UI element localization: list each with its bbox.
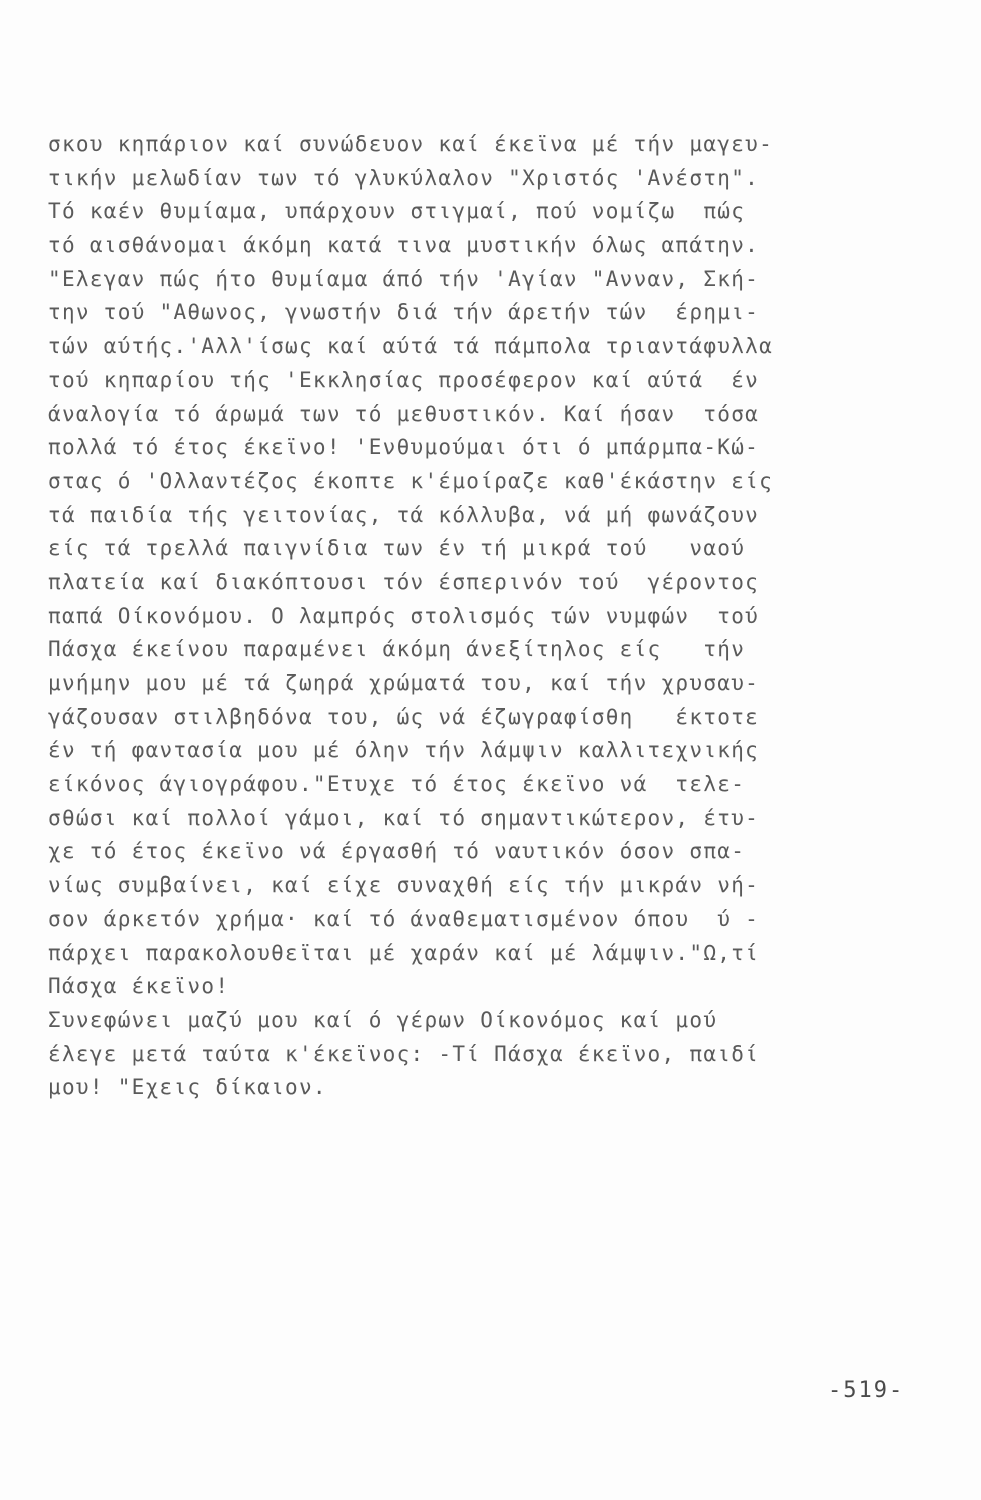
text-line: "Ελεγαν πώς ήτο θυμίαμα άπό τήν 'Αγίαν "Ανναν, Σκή- [48,266,760,291]
text-line: σθώσι καί πολλοί γάμοι, καί τό σημαντικώτερον, έτυ- [48,805,760,830]
text-line: έλεγε μετά ταύτα κ'έκεϊνος: -Τί Πάσχα έκεϊνο, παιδί [48,1041,760,1066]
text-line: σκου κηπάριον καί συνώδευον καί έκεϊνα μέ τήν μαγευ- [48,132,774,156]
text-line: πάρχει παρακολουθεϊται μέ χαράν καί μέ λάμψιν."Ω,τί [48,940,760,965]
text-line: τικήν μελωδίαν των τό γλυκύλαλον "Χριστός 'Ανέστη". [48,165,760,190]
body-text [48,128,928,1105]
text-line: στας ό 'Ολλαντέζος έκοπτε κ'έμοίραζε καθ'έκάστην είς [48,468,774,493]
text-line: μνήμην μου μέ τά ζωηρά χρώματά του, καί τήν χρυσαυ- [48,671,760,695]
text-line: έν τή φαντασία μου μέ όλην τήν λάμψιν καλλιτεχνικής [48,738,760,763]
text-line: τό αισθάνομαι άκόμη κατά τινα μυστικήν όλως απάτην. [48,233,760,258]
text-line: Συνεφώνει μαζύ μου καί ό γέρων Οίκονόμος καί μού [48,1007,718,1032]
text-line: την τού "Αθωνος, γνωστήν διά τήν άρετήν τών έρημι- [48,300,760,325]
text-line: πλατεία καί διακόπτουσι τόν έσπερινόν τού γέροντος [48,569,760,594]
text-line: Τό καέν θυμίαμα, υπάρχουν στιγμαί, πού νομίζω πώς [48,199,746,224]
text-line: τού κηπαρίου τής 'Εκκλησίας προσέφερον καί αύτά έν [48,367,760,392]
text-line: Πάσχα έκεϊνο! [48,974,230,999]
text-line: τών αύτής.'Αλλ'ίσως καί αύτά τά πάμπολα τριαντάφυλλα [48,334,774,359]
text-line: γάζουσαν στιλβηδόνα του, ώς νά έζωγραφίσθη έκτοτε [48,704,760,729]
text-line: χε τό έτος έκεϊνο νά έργασθή τό ναυτικόν όσον σπα- [48,839,746,864]
text-line: τά παιδία τής γειτονίας, τά κόλλυβα, νά μή φωνάζουν [48,502,760,527]
text-line: σον άρκετόν χρήμα· καί τό άναθεματισμένον όπου ύ - [48,906,760,931]
text-line: παπά Οίκονόμου. Ο λαμπρός στολισμός τών νυμφών τού [48,603,760,628]
text-line: άναλογία τό άρωμά των τό μεθυστικόν. Καί ήσαν τόσα [48,401,760,426]
text-line: είς τά τρελλά παιγνίδια των έν τή μικρά τού ναού [48,536,746,561]
text-line: νίως συμβαίνει, καί είχε συναχθή είς τήν μικράν νή- [48,873,760,898]
text-line: πολλά τό έτος έκεϊνο! 'Ενθυμούμαι ότι ό μπάρμπα-Κώ- [48,435,760,460]
text-line: μου! "Εχεις δίκαιον. [48,1075,327,1100]
text-line: Πάσχα έκείνου παραμένει άκόμη άνεξίτηλος είς τήν [48,637,746,662]
text-line: είκόνος άγιογράφου."Ετυχε τό έτος έκεϊνο νά τελε- [48,772,746,797]
page-number: -519- [828,1378,905,1403]
